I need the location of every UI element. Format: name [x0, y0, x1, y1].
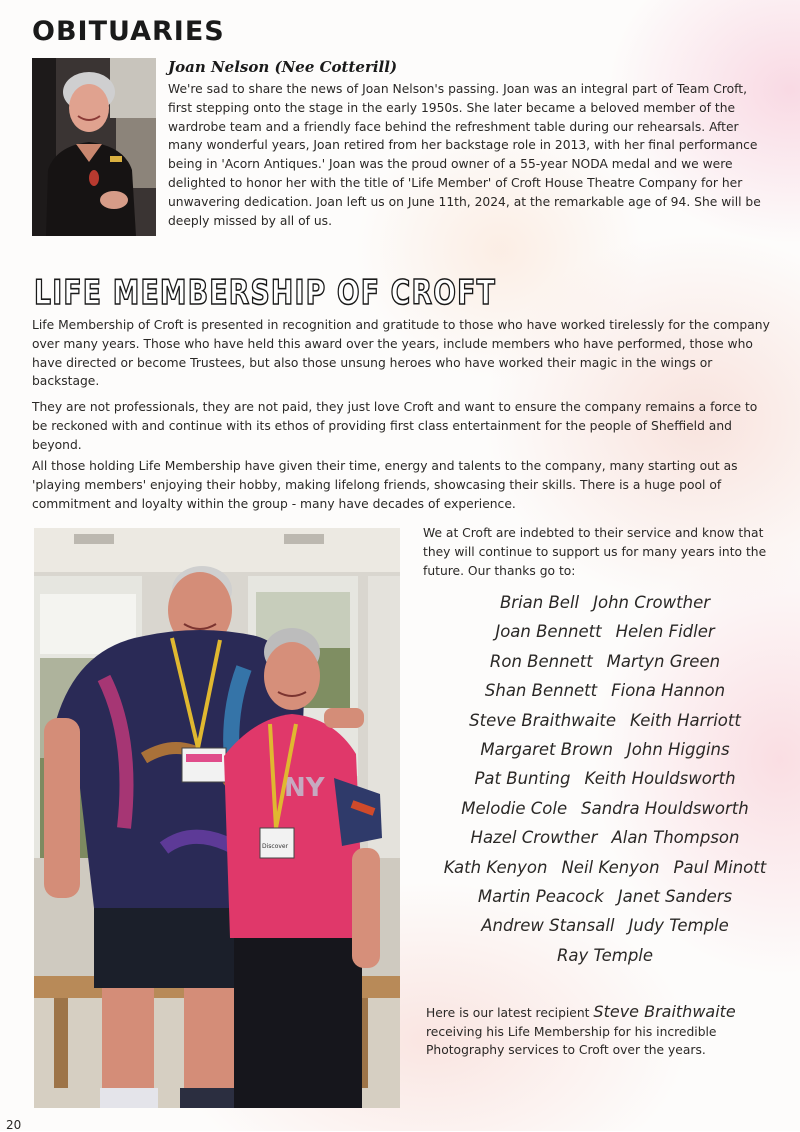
- life-member-name: Janet Sanders: [617, 886, 733, 906]
- life-member-row: [410, 794, 800, 823]
- life-members-list: [410, 588, 800, 970]
- life-member-row: [410, 647, 800, 676]
- life-member-row: [410, 941, 800, 970]
- life-member-row: [410, 853, 800, 882]
- caption-before: Here is our latest recipient: [426, 1006, 590, 1020]
- life-member-name: Melodie Cole: [461, 798, 568, 818]
- life-member-name: Fiona Hannon: [611, 681, 726, 701]
- life-membership-paragraph: Life Membership of Croft is presented in recognition and gratitude to those who have worked tirelessly for the company over many years. Those who have held this award over the years, include members who have performed, those who have directed or become Trustees, but also those unsung heroes who have worked their magic in the wings or backstage.: [32, 318, 770, 389]
- life-member-name: Hazel Crowther: [470, 828, 598, 848]
- life-member-name: Paul Minott: [673, 857, 767, 877]
- life-member-name: Sandra Houldsworth: [581, 798, 749, 818]
- caption-after: receiving his Life Membership for his incredible Photography services to Croft over the years.: [426, 1024, 717, 1058]
- life-member-name: Ron Bennett: [489, 651, 593, 671]
- life-member-name: Steve Braithwaite: [469, 710, 616, 730]
- life-member-row: [410, 676, 800, 705]
- life-member-row: [410, 764, 800, 793]
- life-member-row: [410, 911, 800, 940]
- life-member-name: Judy Temple: [628, 916, 729, 936]
- recipient-name: Steve Braithwaite: [593, 1002, 736, 1021]
- life-membership-paragraph: All those holding Life Membership have given their time, energy and talents to the company, many starting out as 'playing members' enjoying their hobby, making lifelong friends, showcasing their skills. There is a huge pool of commitment and loyalty within the group - many have decades of experience.: [32, 459, 738, 511]
- life-member-name: Keith Harriott: [629, 710, 741, 730]
- life-member-row: [410, 823, 800, 852]
- life-member-name: Pat Bunting: [474, 769, 571, 789]
- joan-nelson-photo: [32, 58, 156, 236]
- life-member-row: [410, 706, 800, 735]
- obituaries-heading: OBITUARIES: [32, 16, 225, 47]
- life-member-row: [410, 735, 800, 764]
- badge-label: Discover: [262, 843, 289, 850]
- life-member-row: [410, 617, 800, 646]
- page-number: 20: [6, 1118, 22, 1132]
- life-member-name: John Higgins: [626, 739, 730, 759]
- life-member-name: Martyn Green: [606, 651, 721, 671]
- obituary-text: We're sad to share the news of Joan Nelson's passing. Joan was an integral part of Team Croft, first stepping onto the stage in the early 1950s. She later became a beloved member of the wardrobe team and a friendly face behind the refreshment table during our rehearsals. After many wonderful years, Joan retired from her backstage role in 2013, with her final performance being in 'Acorn Antiques.' Joan was the proud owner of a 55-year NODA medal and we were delighted to honor her with the title of 'Life Member' of Croft House Theatre Company for her unwavering dedication. Joan left us on June 11th, 2024, at the remarkable age of 94. She will be deeply missed by all of us.: [168, 82, 761, 228]
- life-member-name: Margaret Brown: [480, 739, 613, 759]
- life-member-name: Kath Kenyon: [443, 857, 548, 877]
- life-member-name: Joan Bennett: [495, 622, 602, 642]
- life-membership-paragraph: They are not professionals, they are not paid, they just love Croft and want to ensure the company remains a force to be reckoned with and continue with its ethos of providing first class entertainment for the people of Sheffield and beyond.: [32, 400, 758, 452]
- life-member-name: Shan Bennett: [484, 681, 598, 701]
- life-member-name: Neil Kenyon: [561, 857, 660, 877]
- life-member-name: John Crowther: [593, 593, 711, 612]
- life-member-name: Helen Fidler: [615, 622, 715, 642]
- life-member-row: [410, 882, 800, 911]
- life-member-row: [410, 588, 800, 617]
- life-member-name: Alan Thompson: [611, 828, 740, 848]
- life-member-name: Brian Bell: [499, 593, 580, 612]
- svg-text:NY: NY: [284, 773, 325, 803]
- thanks-intro: We at Croft are indebted to their service and know that they will continue to support us for many years into the future. Our thanks go to:: [423, 526, 767, 578]
- life-membership-heading-text: LIFE MEMBERSHIP OF CROFT: [34, 273, 496, 313]
- life-membership-heading: [32, 268, 502, 316]
- life-member-name: Keith Houldsworth: [584, 769, 736, 789]
- award-photo: [34, 528, 400, 1108]
- latest-recipient-caption: [426, 1003, 786, 1060]
- obituary-name: Joan Nelson (Nee Cotterill): [168, 58, 398, 76]
- life-member-name: Andrew Stansall: [481, 916, 615, 936]
- life-member-name: Ray Temple: [556, 945, 654, 965]
- life-member-name: Martin Peacock: [477, 886, 604, 906]
